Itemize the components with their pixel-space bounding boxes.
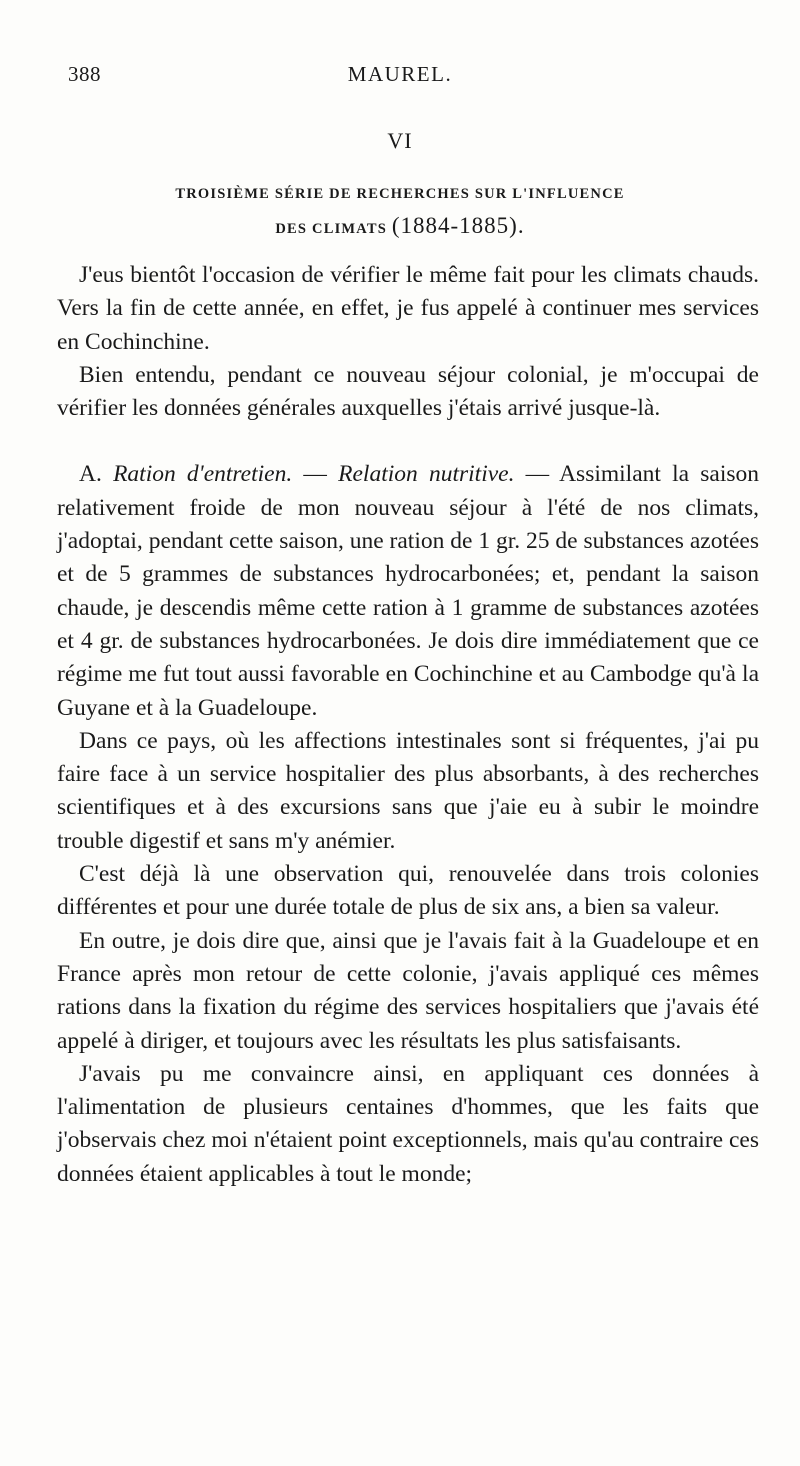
title-dash: —: [292, 461, 339, 488]
body-text: [57, 259, 759, 1191]
section-number: VI: [387, 128, 413, 153]
paragraph-convaincre: J'avais pu me convaincre ainsi, en appliquant ces données à l'alimentation de plusieurs centaines d'hommes, que les faits que j'observais chez moi n'étaient point exceptionnels, mais qu'au contraire ces données étaient applicables à tout le monde;: [57, 1060, 759, 1187]
paragraph-bien-entendu: Bien entendu, pendant ce nouveau séjour colonial, je m'occupai de vérifier les données générales auxquelles j'étais arrivé jusque-là.: [57, 361, 759, 422]
relation-title: Relation nutritive.: [338, 461, 515, 488]
running-title: MAUREL.: [347, 62, 453, 86]
section-a-label: A.: [79, 461, 102, 488]
paragraph-en-outre: En outre, je dois dire que, ainsi que je l'avais fait à la Guadeloupe et en France après mon retour de cette colonie, j'avais appliqué ces mêmes rations dans la fixation du régime des services hospitaliers que j'avais été appelé à diriger, et toujours avec les résultats les plus satisfaisants.: [57, 927, 759, 1054]
section-title-prefix: DES CLIMATS: [275, 221, 388, 237]
paragraph-climats: J'eus bientôt l'occasion de vérifier le même fait pour les climats chauds. Vers la fin de cette année, en effet, je fus appelé à continuer mes services en Cochinchine.: [57, 262, 759, 355]
page-number: 388: [68, 62, 101, 86]
running-head: [68, 62, 732, 92]
paragraph-section-a: [57, 458, 759, 724]
ration-title: Ration d'entretien.: [113, 461, 293, 488]
section-title-years: (1884-1885).: [391, 213, 525, 238]
section-title-line-2: [0, 213, 800, 239]
section-title-line-1: TROISIÈME SÉRIE DE RECHERCHES SUR L'INFLUENCE: [175, 186, 625, 202]
paragraph-pays: Dans ce pays, où les affections intestinales sont si fréquentes, j'ai pu faire face à un service hospitalier des plus absorbants, à des recherches scientifiques et à des excursions sans que j'aie eu à subir le moindre trouble digestif et sans m'y anémier.: [57, 727, 759, 854]
paragraph-observation: C'est déjà là une observation qui, renouvelée dans trois colonies différentes et pour une durée totale de plus de six ans, a bien sa valeur.: [57, 861, 759, 921]
section-a-text: — Assimilant la saison relativement froide de mon nouveau séjour à l'été de nos climats, j'adoptai, pendant cette saison, une ration de 1 gr. 25 de substances azotées et de 5 grammes de substances hydrocarbonées; et, pendant la saison chaude, je descendis même cette ration à 1 gramme de substances azotées et 4 gr. de substances hydrocarbonées. Je dois dire immédiatement que ce régime me fut tout aussi favorable en Cochinchine et au Cambodge qu'à la Guyane et à la Guadeloupe.: [57, 461, 760, 721]
